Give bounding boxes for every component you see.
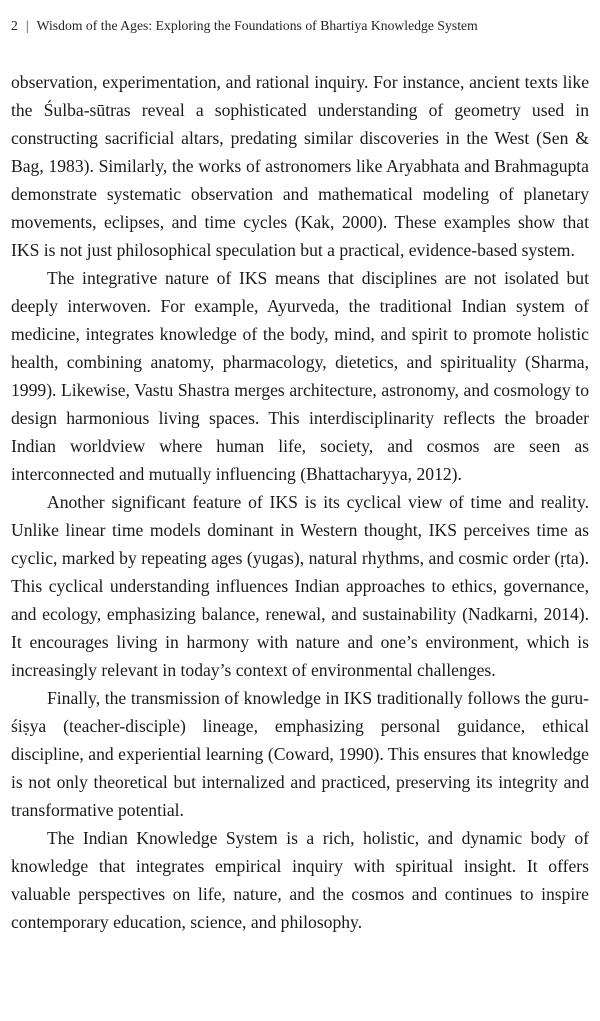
body-text (11, 68, 589, 936)
running-title: Wisdom of the Ages: Exploring the Foundations of Bhartiya Knowledge System (36, 18, 478, 33)
paragraph-cyclical-view: Another significant feature of IKS is its cyclical view of time and reality. Unlike linear time models dominant in Western thought, IKS perceives time as cyclic, marked by repeating ages (yugas), natural rhythms, and cosmic order (ṛta). This cyclical understanding influences Indian approaches to ethics, governance, and ecology, emphasizing balance, renewal, and sustainability (Nadkarni, 2014). It encourages living in harmony with nature and one’s environment, which is increasingly relevant in today’s context of environmental challenges. (11, 492, 589, 680)
paragraph-conclusion: The Indian Knowledge System is a rich, holistic, and dynamic body of knowledge that integrates empirical inquiry with spiritual insight. It offers valuable perspectives on life, nature, and the cosmos and continues to inspire contemporary education, science, and philosophy. (11, 828, 589, 932)
running-header (11, 18, 478, 34)
header-separator: | (25, 18, 29, 33)
page-number: 2 (11, 18, 18, 33)
paragraph-integrative-nature: The integrative nature of IKS means that disciplines are not isolated but deeply interwoven. For example, Ayurveda, the traditional Indian system of medicine, integrates knowledge of the body, mind, and spirit to promote holistic health, combining anatomy, pharmacology, dietetics, and spirituality (Sharma, 1999). Likewise, Vastu Shastra merges architecture, astronomy, and cosmology to design harmonious living spaces. This interdisciplinarity reflects the broader Indian worldview where human life, society, and cosmos are seen as interconnected and mutually influencing (Bhattacharyya, 2012). (11, 268, 589, 484)
paragraph-continued: observation, experimentation, and rational inquiry. For instance, ancient texts like the Śulba-sūtras reveal a sophisticated understanding of geometry used in constructing sacrificial altars, predating similar discoveries in the West (Sen & Bag, 1983). Similarly, the works of astronomers like Aryabhata and Brahmagupta demonstrate systematic observation and mathematical modeling of planetary movements, eclipses, and time cycles (Kak, 2000). These examples show that IKS is not just philosophical speculation but a practical, evidence-based system. (11, 72, 589, 260)
paragraph-transmission: Finally, the transmission of knowledge in IKS traditionally follows the guru-śiṣya (teacher-disciple) lineage, emphasizing personal guidance, ethical discipline, and experiential learning (Coward, 1990). This ensures that knowledge is not only theoretical but internalized and practiced, preserving its integrity and transformative potential. (11, 688, 589, 820)
